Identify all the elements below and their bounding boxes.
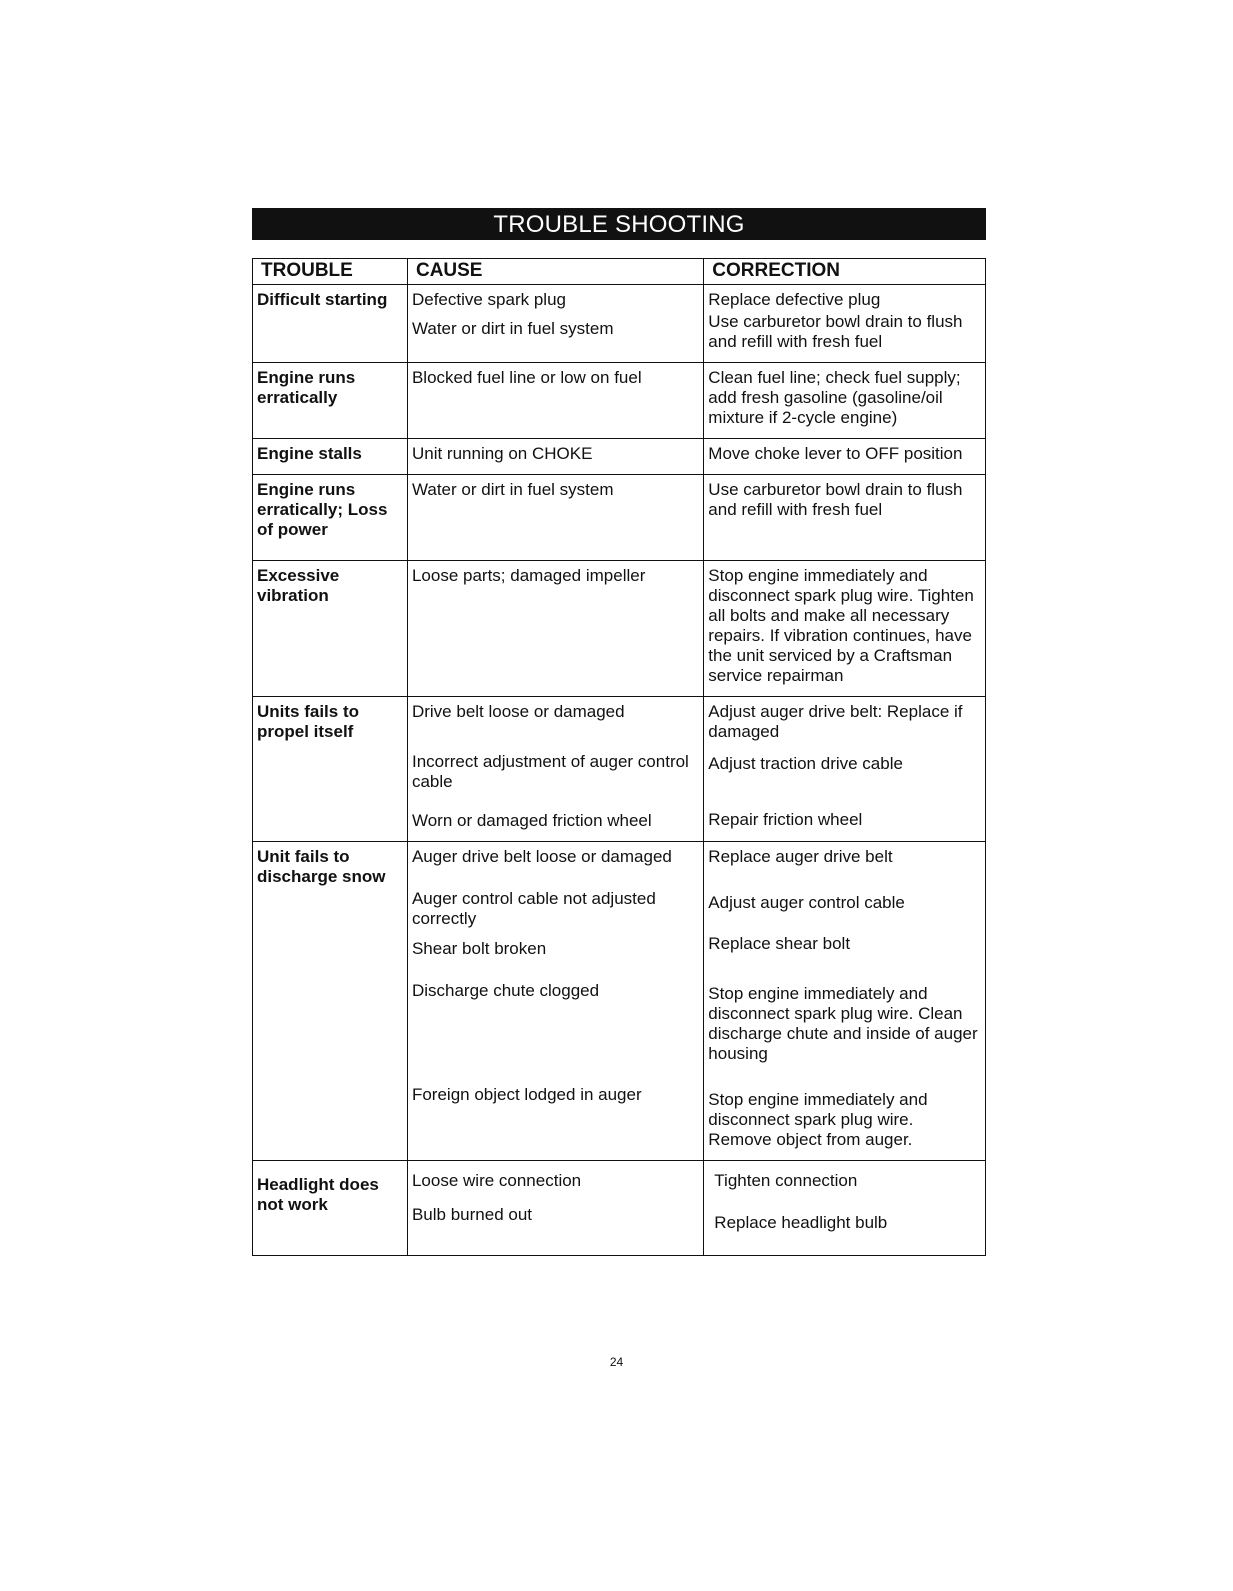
correction-item: Replace shear bolt xyxy=(708,934,851,953)
troubleshooting-table xyxy=(252,258,986,1256)
page-number: 24 xyxy=(609,1355,624,1369)
correction-cell xyxy=(704,475,986,561)
trouble-cell: Difficult starting xyxy=(253,285,408,363)
cause-item: Bulb burned out xyxy=(411,1205,533,1224)
correction-item: Tighten connection xyxy=(714,1171,858,1190)
header-correction: CORRECTION xyxy=(704,259,986,285)
cause-cell xyxy=(407,561,703,697)
table-row xyxy=(253,561,986,697)
table-row xyxy=(253,1161,986,1256)
correction-item: Clean fuel line; check fuel supply; add fresh gasoline (gasoline/oil mixture if 2-cycle engine) xyxy=(708,368,961,427)
table-row xyxy=(253,697,986,842)
header-trouble: TROUBLE xyxy=(253,259,408,285)
trouble-cell: Engine runs erratically; Loss of power xyxy=(253,475,408,561)
section-title: TROUBLE SHOOTING xyxy=(252,208,986,240)
cause-item: Incorrect adjustment of auger control cable xyxy=(411,752,689,791)
cause-item: Water or dirt in fuel system xyxy=(411,319,614,338)
cause-cell xyxy=(407,285,703,363)
cause-item: Defective spark plug xyxy=(411,290,566,309)
correction-item: Use carburetor bowl drain to flush and refill with fresh fuel xyxy=(708,312,963,351)
correction-item: Use carburetor bowl drain to flush and refill with fresh fuel xyxy=(708,480,963,519)
correction-item: Replace auger drive belt xyxy=(708,847,893,866)
table-row xyxy=(253,842,986,1161)
correction-cell xyxy=(704,842,986,1161)
correction-item: Adjust auger drive belt: Replace if damaged xyxy=(708,702,963,741)
correction-cell xyxy=(704,561,986,697)
correction-item: Stop engine immediately and disconnect spark plug wire. Clean discharge chute and inside of auger housing xyxy=(708,984,978,1063)
cause-item: Auger control cable not adjusted correctly xyxy=(411,889,656,928)
header-cause: CAUSE xyxy=(407,259,703,285)
table-header-row xyxy=(253,259,986,285)
correction-item: Replace defective plug xyxy=(708,290,881,309)
cause-item: Unit running on CHOKE xyxy=(411,444,593,463)
correction-cell xyxy=(704,697,986,842)
cause-item: Drive belt loose or damaged xyxy=(411,702,625,721)
correction-item: Stop engine immediately and disconnect spark plug wire. Remove object from auger. xyxy=(708,1090,928,1149)
cause-item: Shear bolt broken xyxy=(411,939,547,958)
cause-cell xyxy=(407,697,703,842)
table-row xyxy=(253,475,986,561)
trouble-cell: Engine runs erratically xyxy=(253,363,408,439)
correction-cell xyxy=(704,285,986,363)
correction-item: Adjust auger control cable xyxy=(708,893,905,912)
table-row xyxy=(253,439,986,475)
table-row xyxy=(253,363,986,439)
correction-item: Replace headlight bulb xyxy=(714,1213,888,1232)
cause-item: Discharge chute clogged xyxy=(411,981,600,1000)
cause-item: Water or dirt in fuel system xyxy=(411,480,614,499)
cause-item: Loose wire connection xyxy=(411,1171,582,1190)
correction-cell xyxy=(704,363,986,439)
correction-item: Adjust traction drive cable xyxy=(708,754,903,773)
cause-item: Auger drive belt loose or damaged xyxy=(411,847,672,866)
cause-cell xyxy=(407,439,703,475)
trouble-cell: Engine stalls xyxy=(253,439,408,475)
cause-item: Worn or damaged friction wheel xyxy=(411,811,652,830)
trouble-cell: Excessive vibration xyxy=(253,561,408,697)
cause-cell xyxy=(407,475,703,561)
correction-cell xyxy=(704,1161,986,1256)
trouble-cell: Headlight does not work xyxy=(253,1161,408,1256)
correction-item: Repair friction wheel xyxy=(708,810,863,829)
trouble-cell: Unit fails to discharge snow xyxy=(253,842,408,1161)
cause-cell xyxy=(407,842,703,1161)
table-row xyxy=(253,285,986,363)
cause-item: Blocked fuel line or low on fuel xyxy=(411,368,642,387)
trouble-cell: Units fails to propel itself xyxy=(253,697,408,842)
cause-item: Loose parts; damaged impeller xyxy=(411,566,646,585)
correction-item: Stop engine immediately and disconnect spark plug wire. Tighten all bolts and make all necessary repairs. If vibration continues, have the unit serviced by a Craftsman service repairman xyxy=(708,566,974,685)
correction-cell xyxy=(704,439,986,475)
correction-item: Move choke lever to OFF position xyxy=(708,444,963,463)
cause-item: Foreign object lodged in auger xyxy=(411,1085,642,1104)
cause-cell xyxy=(407,363,703,439)
cause-cell xyxy=(407,1161,703,1256)
